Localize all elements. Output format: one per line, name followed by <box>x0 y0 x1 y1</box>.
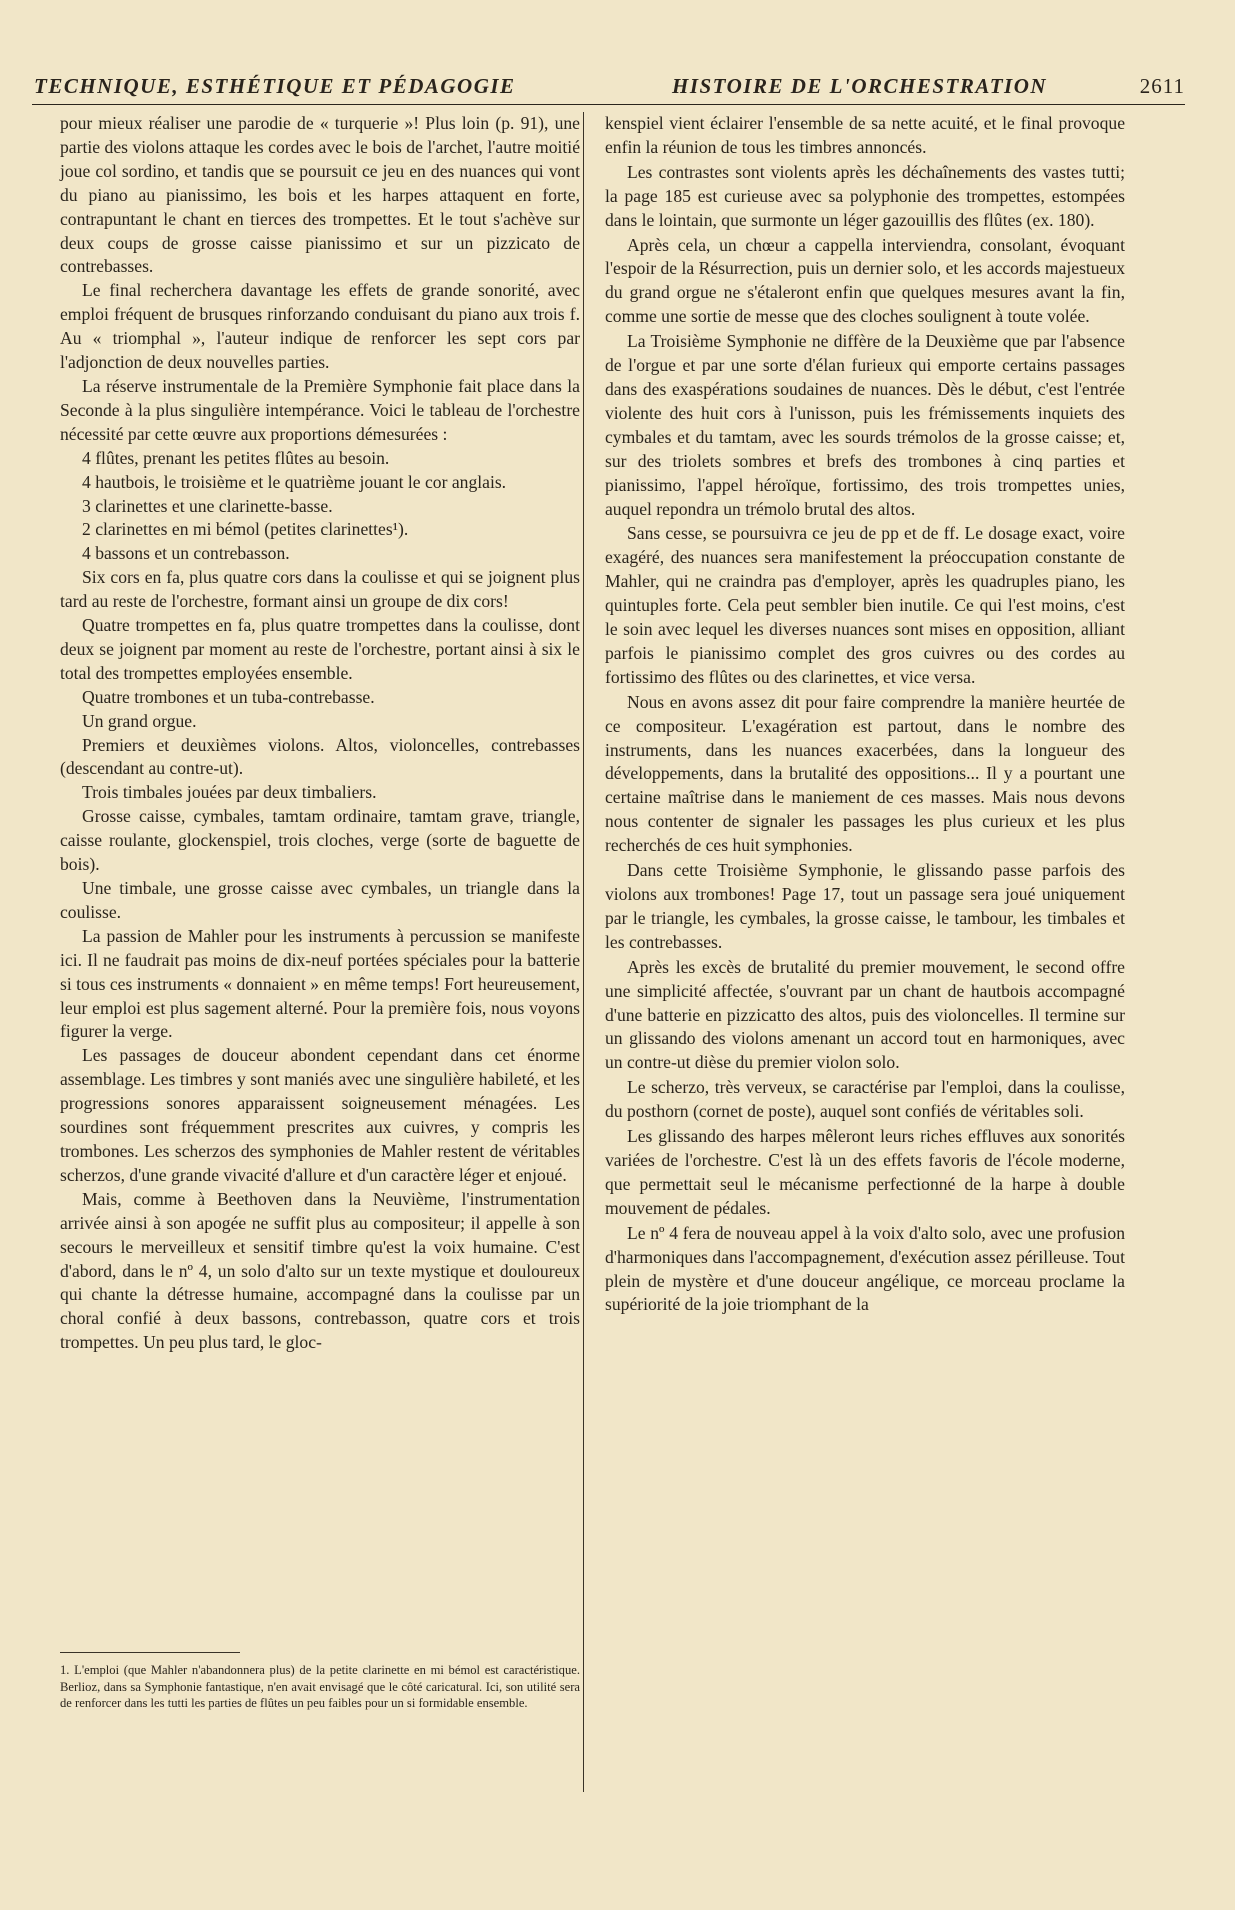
paragraph: Après cela, un chœur a cappella interviendra, consolant, évoquant l'espoir de la Résurrection, puis un dernier solo, et les accords majestueux du grand orgue ne s'étaleront enfin que quelques mesures avant la fin, comme une sortie de messe que des cloches soulignent à toute volée. <box>605 234 1125 327</box>
paragraph: Les contrastes sont violents après les déchaînements des vastes tutti; la page 185 est curieuse avec sa polyphonie des trompettes, estompées dans le lointain, que surmonte un léger gazouillis des flûtes (ex. 180). <box>605 161 1125 230</box>
paragraph: La Troisième Symphonie ne diffère de la Deuxième que par l'absence de l'orgue et par une sorte d'élan furieux qui emporte certains passages dans des exaspérations soudaines de nuances. Dès le début, c'est l'entrée violente des huit cors à l'unisson, puis les frémissements inquiets des cymbales et du tamtam, avec les sourds trémolos de la grosse caisse; et, sur des triolets sombres et brefs des trombones à cinq parties et pianissimo, l'appel héroïque, fortissimo, des trois trompettes unies, auquel repondra un trémolo brutal des altos. <box>605 331 1125 519</box>
list-item: Quatre trombones et un tuba-contrebasse. <box>82 686 375 707</box>
paragraph: Les glissando des harpes mêleront leurs riches effluves aux sonorités variées de l'orchestre. C'est là un des effets favoris de l'école moderne, que permettait seul le mécanisme perfectionné de la harpe à double mouvement de pédales. <box>605 1126 1125 1218</box>
header-left-title: TECHNIQUE, ESTHÉTIQUE ET PÉDAGOGIE <box>34 74 516 98</box>
left-column <box>60 112 580 1355</box>
paragraph: Après les excès de brutalité du premier mouvement, le second offre une simplicité affectée, s'ouvrant par un chant de hautbois accompagné d'une batterie en pizzicatto des altos, puis des violoncelles. Il termine sur un glissando des violons amenant un accord tout en harmoniques, avec un contre-ut dièse du premier violon solo. <box>605 956 1125 1073</box>
list-item: Quatre trompettes en fa, plus quatre trompettes dans la coulisse, dont deux se joignent par moment au reste de l'orchestre, portant ainsi à six le total des trompettes employées ensemble. <box>60 615 580 683</box>
paragraph: Le final recherchera davantage les effets de grande sonorité, avec emploi fréquent de brusques rinforzando conduisant du piano aux trois f. Au « triomphal », l'auteur indique de renforcer les sept cors par l'adjonction de deux nouvelles parties. <box>60 280 580 373</box>
right-column <box>605 112 1125 1318</box>
footnote-rule <box>60 1652 240 1653</box>
list-item: 4 flûtes, prenant les petites flûtes au besoin. <box>82 447 390 468</box>
list-item: Un grand orgue. <box>82 710 197 731</box>
list-item: 3 clarinettes et une clarinette-basse. <box>82 495 333 516</box>
paragraph: Dans cette Troisième Symphonie, le glissando passe parfois des violons aux trombones! Page 17, tout un passage sera joué uniquement par le triangle, les cymbales, la grosse caisse, le tambour, les timbales et les contrebasses. <box>605 860 1125 952</box>
list-item: 2 clarinettes en mi bémol (petites clarinettes¹). <box>82 519 409 540</box>
paragraph: Le scherzo, très verveux, se caractérise par l'emploi, dans la coulisse, du posthorn (cornet de poste), auquel sont confiés de véritables soli. <box>605 1077 1125 1122</box>
page-number: 2611 <box>1139 74 1185 98</box>
paragraph: La réserve instrumentale de la Première Symphonie fait place dans la Seconde à la plus singulière intempérance. Voici le tableau de l'orchestre nécessité par cette œuvre aux proportions démesurées : <box>60 375 580 444</box>
paragraph: kenspiel vient éclairer l'ensemble de sa nette acuité, et le final provoque enfin la réunion de tous les timbres annoncés. <box>605 113 1125 157</box>
column-divider <box>583 112 584 1792</box>
paragraph: Le nº 4 fera de nouveau appel à la voix d'alto solo, avec une profusion d'harmoniques dans l'accompagnement, d'exécution assez périlleuse. Tout plein de mystère et d'une douceur angélique, ce morceau proclame la supériorité de la joie triomphant de la <box>605 1222 1125 1315</box>
list-item: 4 bassons et un contrebasson. <box>82 543 290 564</box>
paragraph: pour mieux réaliser une parodie de « turquerie »! Plus loin (p. 91), une partie des violons attaque les cordes avec le bois de l'archet, l'autre moitié joue col sordino, et tandis que se poursuit ce jeu en des nuances qui vont du piano au pianissimo, les bois et les harpes attaquent en forte, contrapuntant le chant en tierces des trompettes. Et le tout s'achève sur deux coups de grosse caisse pianissimo et sur un pizzicato de contrebasses. <box>60 113 580 277</box>
running-header <box>32 74 1185 105</box>
paragraph: Sans cesse, se poursuivra ce jeu de pp et de ff. Le dosage exact, voire exagéré, des nuances sera manifestement la préoccupation constante de Mahler, qui ne craindra pas d'employer, après les quadruples piano, les quintuples forte. Cela peut sembler bien inutile. Ce qui l'est moins, c'est le soin avec lequel les diverses nuances sont mises en opposition, alliant parfois le pianissimo complet des gros cuivres ou des cordes au fortissimo des flûtes ou des clarinettes, et vice versa. <box>605 523 1125 687</box>
paragraph: Les passages de douceur abondent cependant dans cet énorme assemblage. Les timbres y sont maniés avec une singulière habileté, et les progressions sonores apparaissent soigneusement ménagées. Les sourdines sont fréquemment prescrites aux cuivres, y compris les trombones. Les scherzos des symphonies de Mahler restent de véritables scherzos, d'une grande vivacité d'allure et d'un caractère léger et enjoué. <box>60 1045 580 1185</box>
list-item: 4 hautbois, le troisième et le quatrième jouant le cor anglais. <box>82 471 507 492</box>
list-item: Six cors en fa, plus quatre cors dans la coulisse et qui se joignent plus tard au reste de l'orchestre, formant ainsi un groupe de dix cors! <box>60 567 580 612</box>
list-item: Premiers et deuxièmes violons. Altos, violoncelles, contrebasses (descendant au contre-ut). <box>60 734 580 779</box>
list-item: Grosse caisse, cymbales, tamtam ordinaire, tamtam grave, triangle, caisse roulante, glockenspiel, trois cloches, verge (sorte de baguette de bois). <box>60 806 580 875</box>
paragraph: Mais, comme à Beethoven dans la Neuvième, l'instrumentation arrivée ainsi à son apogée ne suffit plus au compositeur; il appelle à son secours le merveilleux et sensitif timbre qu'est la voix humaine. C'est d'abord, dans le nº 4, un solo d'alto sur un texte mystique et douloureux qui chante la détresse humaine, accompagné dans la coulisse par un choral confié à deux bassons, contrebasson, quatre cors et trois trompettes. Un peu plus tard, le gloc- <box>60 1188 580 1353</box>
header-right-title: HISTOIRE DE L'ORCHESTRATION <box>672 74 1048 98</box>
footnote: 1. L'emploi (que Mahler n'abandonnera plus) de la petite clarinette en mi bémol est caractéristique. Berlioz, dans sa Symphonie fantastique, n'en avait envisagé que le côté caricatural. Ici, son utilité sera de renforcer dans les tutti les parties de flûtes un peu faibles pour un si formidable ensemble. <box>60 1663 580 1710</box>
paragraph: La passion de Mahler pour les instruments à percussion se manifeste ici. Il ne faudrait pas moins de dix-neuf portées spéciales pour la batterie si tous ces instruments « donnaient » en même temps! Fort heureusement, leur emploi est plus sagement alterné. Pour la première fois, nous voyons figurer la verge. <box>60 925 580 1042</box>
list-item: Une timbale, une grosse caisse avec cymbales, un triangle dans la coulisse. <box>60 878 580 922</box>
paragraph: Nous en avons assez dit pour faire comprendre la manière heurtée de ce compositeur. L'exagération est partout, dans le nombre des instruments, dans les nuances exacerbées, dans la longueur des développements, dans la brutalité des oppositions... Il y a pourtant une certaine maîtrise dans le maniement de ces masses. Mais nous devons nous contenter de signaler les passages les plus curieux et les plus recherchés de ces huit symphonies. <box>605 691 1125 856</box>
list-item: Trois timbales jouées par deux timbaliers. <box>82 782 377 803</box>
